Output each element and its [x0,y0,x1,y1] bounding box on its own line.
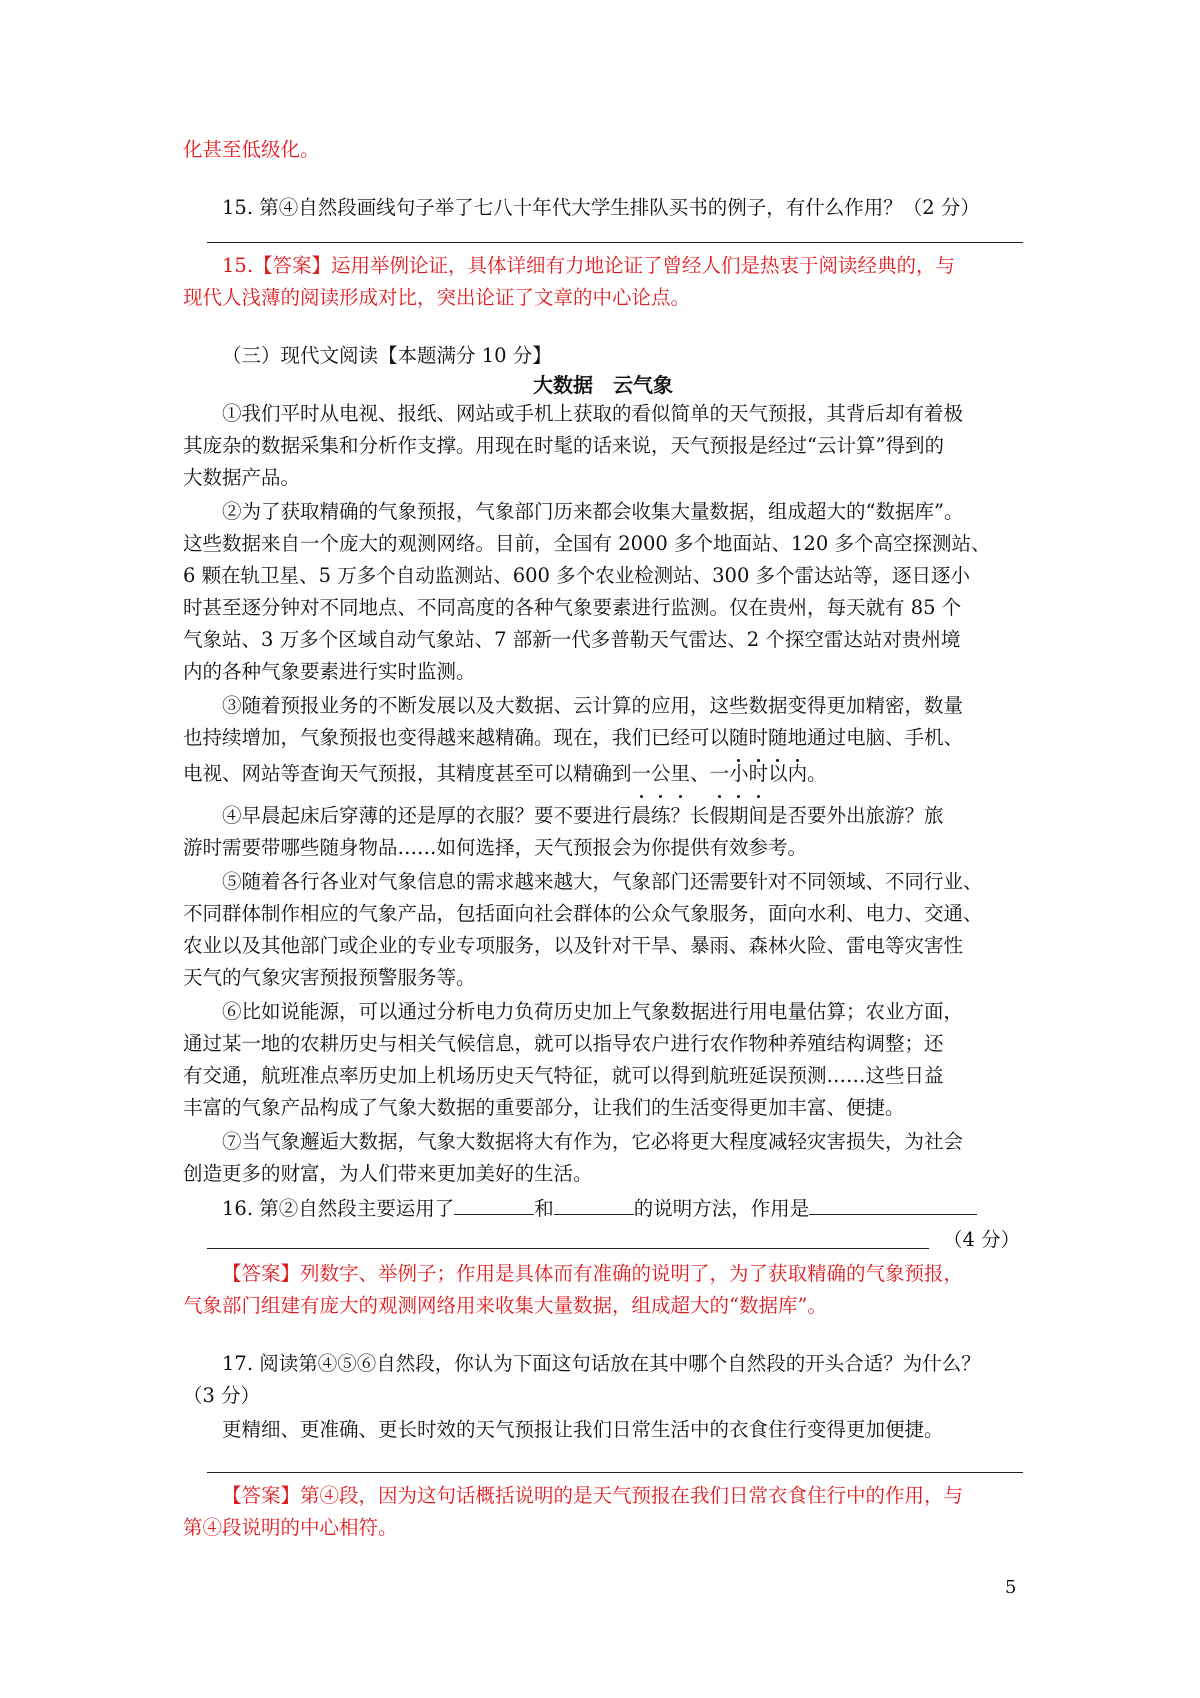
p5-line-2: 不同群体制作相应的气象产品，包括面向社会群体的公众气象服务，面向水利、电力、交通、 [183,902,983,925]
emphasis-char: 一 [632,758,652,790]
p4-line-2: 游时需要带哪些随身物品……如何选择，天气预报会为你提供有效参考。 [183,836,808,859]
emphasis-suishisuidi [729,726,807,749]
p2-line-5: 气象站、3 万多个区域自动气象站、7 部新一代多普勒天气雷达、2 个探空雷达站对贵州境 [183,628,961,651]
p3-line-2-text: 也持续增加，气象预报也变得越来越精确。现在，我们已经可以 [183,726,730,749]
q16-question [222,1192,1022,1225]
p5-line-3: 农业以及其他部门或企业的专业专项服务，以及针对干旱、暴雨、森林火险、雷电等灾害性 [183,934,964,957]
p3-line-1: ③随着预报业务的不断发展以及大数据、云计算的应用，这些数据变得更加精密，数量 [222,694,964,717]
p7-line-1: ⑦当气象邂逅大数据，气象大数据将大有作为，它必将更大程度减轻灾害损失，为社会 [222,1130,964,1153]
p6-line-3: 有交通，航班准点率历史加上机场历史天气特征，就可以得到航班延误预测……这些日益 [183,1064,944,1087]
p1-line-1: ①我们平时从电视、报纸、网站或手机上获取的看似简单的天气预报，其背后却有着极 [222,402,964,425]
p2-line-2: 这些数据来自一个庞大的观测网络。目前，全国有 2000 多个地面站、120 多个高空探测站、 [183,532,991,555]
p6-line-1: ⑥比如说能源，可以通过分析电力负荷历史加上气象数据进行用电量估算；农业方面， [222,1000,964,1023]
p5-line-1: ⑤随着各行各业对气象信息的需求越来越大，气象部门还需要针对不同领域、不同行业、 [222,870,983,893]
p3-line-3 [183,758,1023,790]
p3-line-3-sep: 、 [690,762,710,785]
emphasis-char: 时 [749,722,769,754]
p6-line-4: 丰富的气象产品构成了气象大数据的重要部分，让我们的生活变得更加丰富、便捷。 [183,1096,905,1119]
q16-part-c: 的说明方法，作用是 [633,1197,810,1220]
p3-line-2-tail: 通过电脑、手机、 [807,726,964,749]
emphasis-char: 时 [749,758,769,790]
q17-answer-line [207,1472,1023,1473]
q17-question-2: （3 分） [183,1384,261,1407]
p1-line-3: 大数据产品。 [183,466,301,489]
p3-line-3-tail: 以内。 [768,762,827,785]
p3-line-2 [183,722,1023,754]
q15-answer-1: 15.【答案】运用举例论证，具体详细有力地论证了曾经人们是热衷于阅读经典的，与 [222,254,956,277]
article-title: 大数据 云气象 [533,373,673,397]
emphasis-char: 随 [729,722,749,754]
q16-part-b: 和 [534,1197,554,1220]
emphasis-yixiaoshi [710,762,769,785]
p6-line-2: 通过某一地的农耕历史与相关气候信息，就可以指导农户进行农作物种养殖结构调整；还 [183,1032,944,1055]
answer-tail: 化甚至低级化。 [183,138,320,161]
p7-line-2: 创造更多的财富，为人们带来更加美好的生活。 [183,1162,593,1185]
p2-line-4: 时甚至逐分钟对不同地点、不同高度的各种气象要素进行监测。仅在贵州，每天就有 85 个 [183,596,962,619]
p2-line-3: 6 颗在轨卫星、5 万多个自动监测站、600 多个农业检测站、300 多个雷达站等，逐日逐小 [183,564,971,587]
q16-blank-2[interactable] [554,1192,634,1215]
p3-line-3-head: 电视、网站等查询天气预报，其精度甚至可以精确到 [183,762,632,785]
q16-blank-1[interactable] [454,1192,534,1215]
p2-line-6: 内的各种气象要素进行实时监测。 [183,660,476,683]
q17-answer-2: 第④段说明的中心相符。 [183,1516,398,1539]
q15-answer-line [207,242,1023,243]
p2-line-1: ②为了获取精确的气象预报，气象部门历来都会收集大量数据，组成超大的“数据库”。 [222,500,964,523]
emphasis-char: 一 [710,758,730,790]
emphasis-char: 地 [788,722,808,754]
p1-line-2: 其庞杂的数据采集和分析作支撑。用现在时髦的话来说，天气预报是经过“云计算”得到的 [183,434,944,457]
emphasis-char: 里 [671,758,691,790]
p4-line-1: ④早晨起床后穿薄的还是厚的衣服？要不要进行晨练？长假期间是否要外出旅游？旅 [222,804,944,827]
q17-sentence: 更精细、更准确、更长时效的天气预报让我们日常生活中的衣食住行变得更加便捷。 [222,1418,944,1441]
p5-line-4: 天气的气象灾害预报预警服务等。 [183,966,476,989]
page-number: 5 [1005,1577,1017,1598]
q16-part-a: 16. 第②自然段主要运用了 [222,1197,455,1220]
q15-answer-2: 现代人浅薄的阅读形成对比，突出论证了文章的中心论点。 [183,286,691,309]
emphasis-char: 公 [651,758,671,790]
q16-answer-1: 【答案】列数字、举例子；作用是具体而有准确的说明了，为了获取精确的气象预报， [222,1262,964,1285]
q16-answer-2: 气象部门组建有庞大的观测网络用来收集大量数据，组成超大的“数据库”。 [183,1294,827,1317]
emphasis-char: 小 [729,758,749,790]
section-heading: （三）现代文阅读【本题满分 10 分】 [222,344,552,367]
q17-answer-1: 【答案】第④段，因为这句话概括说明的是天气预报在我们日常衣食住行中的作用，与 [222,1484,964,1507]
q15-question: 15. 第④自然段画线句子举了七八十年代大学生排队买书的例子，有什么作用？（2 分） [222,196,980,219]
emphasis-yigongli [632,762,691,785]
q16-answer-line [207,1248,929,1249]
emphasis-char: 随 [768,722,788,754]
q16-blank-3[interactable] [809,1192,977,1215]
q17-question-1: 17. 阅读第④⑤⑥自然段，你认为下面这句话放在其中哪个自然段的开头合适？为什么？ [222,1352,981,1375]
q16-score: （4 分） [943,1228,1021,1251]
